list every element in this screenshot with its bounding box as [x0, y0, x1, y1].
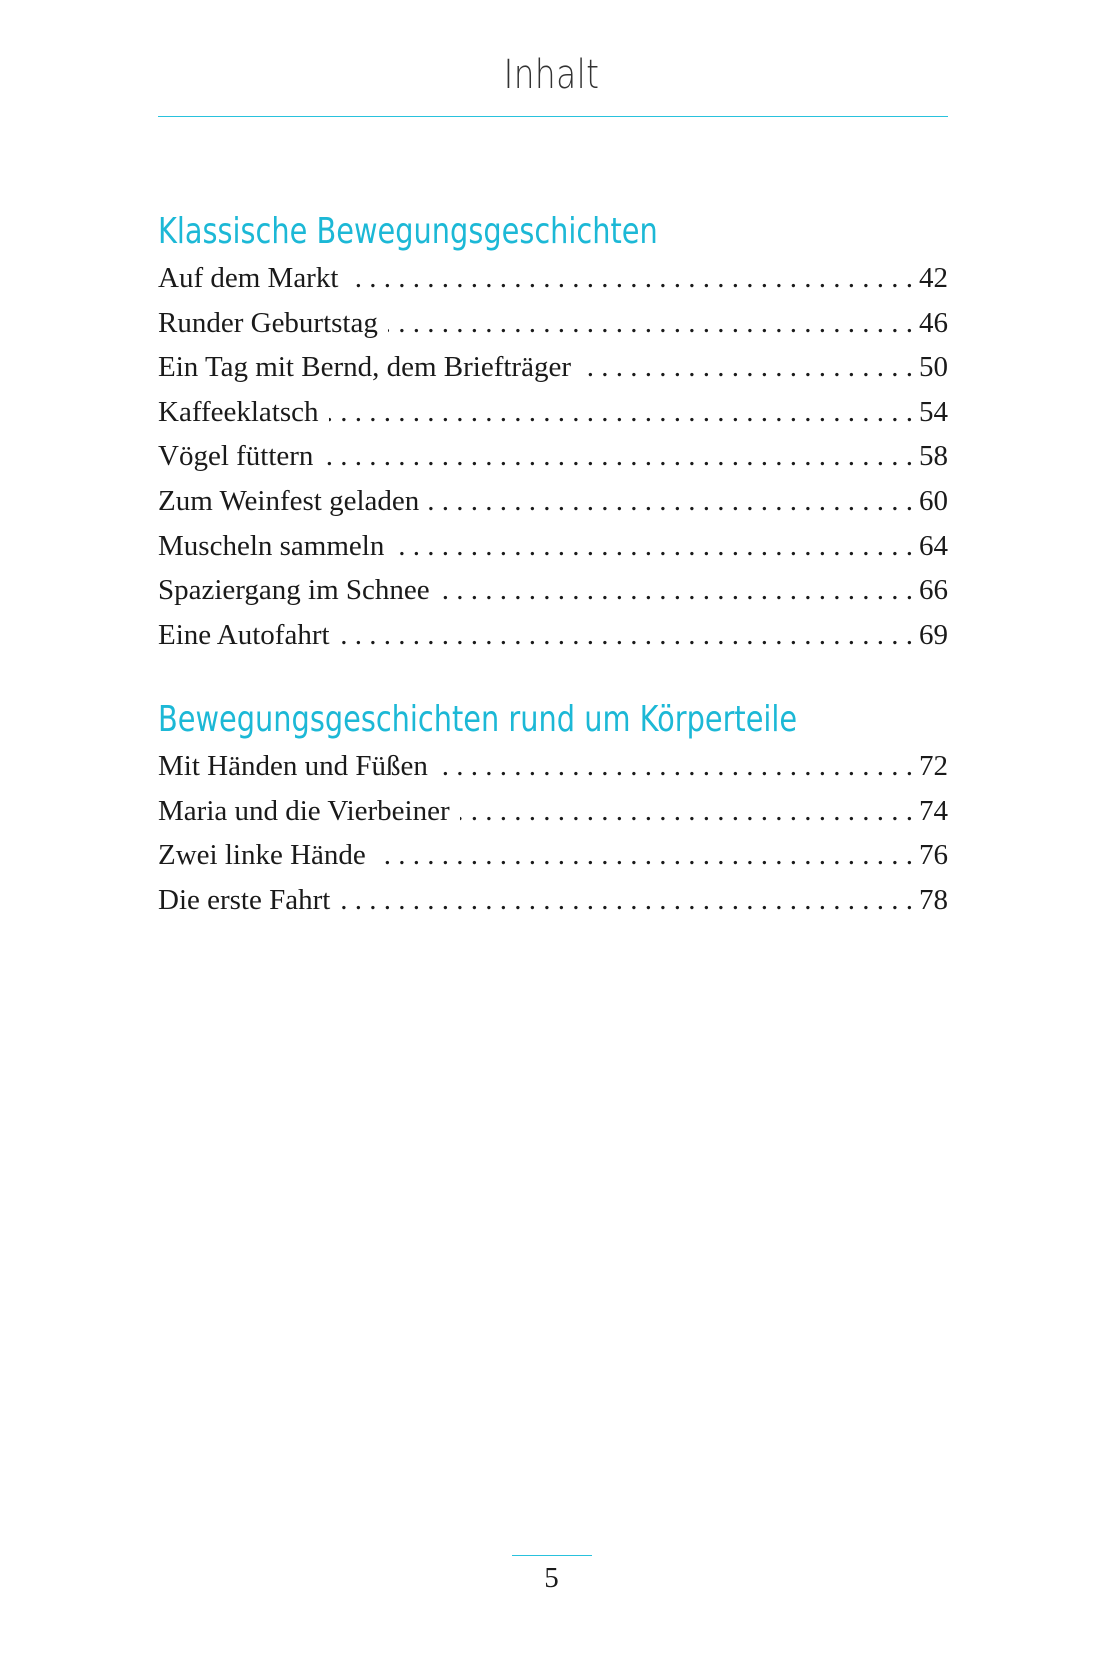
toc-entry[interactable] — [158, 524, 948, 569]
page-title: Inhalt — [503, 52, 600, 98]
toc-section-classic — [158, 208, 948, 657]
toc-entry[interactable] — [158, 613, 948, 658]
dot-leader — [348, 256, 913, 301]
entry-title: Eine Autofahrt — [158, 618, 330, 651]
dot-leader — [394, 524, 913, 569]
entry-page: 58 — [919, 440, 948, 473]
entry-title: Vögel füttern — [158, 440, 314, 473]
entry-page: 78 — [919, 883, 948, 916]
toc-list — [158, 744, 948, 922]
toc-entry[interactable] — [158, 479, 948, 524]
entry-title: Ein Tag mit Bernd, dem Briefträger — [158, 351, 571, 384]
dot-leader — [376, 833, 913, 878]
entry-page: 50 — [919, 351, 948, 384]
header-divider — [158, 116, 948, 117]
entry-page: 64 — [919, 529, 948, 562]
entry-title: Spaziergang im Schnee — [158, 574, 430, 607]
entry-page: 46 — [919, 306, 948, 339]
dot-leader — [460, 789, 913, 834]
entry-title: Maria und die Vierbeiner — [158, 794, 450, 827]
footer-divider — [512, 1555, 592, 1556]
toc-entry[interactable] — [158, 568, 948, 613]
page-number: 5 — [544, 1562, 559, 1594]
dot-leader — [340, 613, 913, 658]
entry-title: Kaffeeklatsch — [158, 395, 319, 428]
toc-entry[interactable] — [158, 390, 948, 435]
entry-title: Die erste Fahrt — [158, 883, 331, 916]
entry-title: Runder Geburtstag — [158, 306, 378, 339]
section-heading: Klassische Bewegungsgeschichten — [158, 211, 658, 252]
toc-entry[interactable] — [158, 833, 948, 878]
dot-leader — [340, 878, 913, 923]
toc-entry[interactable] — [158, 345, 948, 390]
toc-section-body-parts — [158, 696, 948, 922]
entry-title: Auf dem Markt — [158, 262, 339, 294]
entry-page: 66 — [919, 574, 948, 607]
toc-entry[interactable] — [158, 789, 948, 834]
entry-page: 54 — [919, 395, 948, 428]
toc-list — [158, 256, 948, 657]
section-heading: Bewegungsgeschichten rund um Körperteile — [158, 699, 798, 740]
toc-entry[interactable] — [158, 301, 948, 346]
dot-leader — [581, 345, 913, 390]
entry-page: 69 — [919, 618, 948, 651]
dot-leader — [323, 434, 913, 479]
entry-page: 72 — [919, 750, 948, 782]
entry-title: Mit Händen und Füßen — [158, 750, 428, 782]
dot-leader — [438, 744, 913, 789]
toc-entry[interactable] — [158, 744, 948, 789]
entry-page: 42 — [919, 262, 948, 294]
entry-title: Zum Weinfest geladen — [158, 484, 420, 517]
entry-page: 60 — [919, 484, 948, 517]
toc-entry[interactable] — [158, 878, 948, 923]
entry-page: 76 — [919, 839, 948, 872]
dot-leader — [329, 390, 914, 435]
dot-leader — [429, 479, 913, 524]
entry-title: Zwei linke Hände — [158, 839, 366, 872]
dot-leader — [388, 301, 913, 346]
toc-entry[interactable] — [158, 434, 948, 479]
dot-leader — [440, 568, 913, 613]
toc-entry[interactable] — [158, 256, 948, 301]
entry-page: 74 — [919, 794, 948, 827]
entry-title: Muscheln sammeln — [158, 529, 385, 562]
